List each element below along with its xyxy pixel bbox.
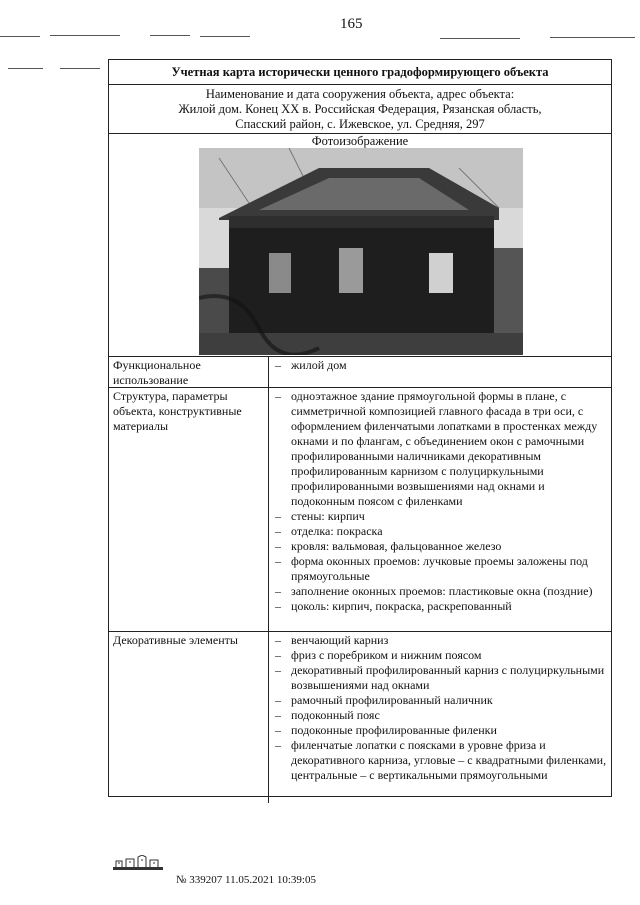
dash: – — [275, 524, 281, 538]
dash: – — [275, 584, 281, 598]
list-item: – филенчатые лопатки с поясками в уровне фриза и декоративного карниза, угловые – с квадратными филенками, центральные – с вертикальными прямоугольными — [275, 738, 607, 782]
doc-number: № 339207 — [176, 874, 223, 886]
dash: – — [275, 554, 281, 568]
doc-datetime: 11.05.2021 10:39:05 — [225, 874, 316, 886]
row-values — [269, 357, 611, 387]
row-structure — [109, 388, 611, 632]
list-item: – заполнение оконных проемов: пластиковые окна (поздние) — [275, 584, 593, 598]
row-functional-use — [109, 357, 611, 388]
list-item: – отделка: покраска — [275, 524, 383, 538]
name-line: Спасский район, с. Ижевское, ул. Средняя, 297 — [235, 117, 485, 131]
card-title: Учетная карта исторически ценного градоформирующего объекта — [109, 60, 611, 85]
list-item: – жилой дом — [275, 358, 347, 372]
dash: – — [275, 633, 281, 647]
list-item: – форма оконных проемов: лучковые проемы заложены под прямоугольные — [275, 554, 588, 583]
name-line: Наименование и дата сооружения объекта, адрес объекта: — [205, 87, 515, 101]
row-decorative-elements — [109, 632, 611, 803]
document-footer — [176, 874, 316, 886]
list-item: – стены: кирпич — [275, 509, 365, 523]
name-line: Жилой дом. Конец XX в. Российская Федерация, Рязанская область, — [178, 102, 542, 116]
dash: – — [275, 723, 281, 737]
row-values — [269, 632, 611, 803]
row-label: Структура, параметры объекта, конструктивные материалы — [109, 388, 269, 631]
house-photo — [199, 148, 523, 355]
object-name-block — [109, 85, 611, 134]
list-item: – рамочный профилированный наличник — [275, 693, 493, 707]
dash: – — [275, 358, 281, 372]
dash: – — [275, 693, 281, 707]
photo-block — [109, 134, 611, 357]
list-item: – цоколь: кирпич, покраска, раскрепованный — [275, 599, 512, 613]
dash: – — [275, 509, 281, 523]
list-item: – декоративный профилированный карниз с полуциркульными возвышениями над окнами — [275, 663, 605, 692]
list-item: – подоконный пояс — [275, 708, 380, 722]
record-card — [108, 59, 612, 797]
list-item: – фриз с поребриком и нижним поясом — [275, 648, 482, 662]
list-item: – кровля: вальмовая, фальцованное железо — [275, 539, 502, 553]
list-item: – одноэтажное здание прямоугольной формы в плане, с симметричной композицией главного фасада в три оси, с оформлением филенчатыми лопатками в простенках между окнами и по флангам, с объединением окон с рамочными профилированными наличниками декоративным профилированным карнизом с полуциркульными профилированными возвышениями над окнами и подоконным поясом с филенками — [275, 389, 598, 508]
registry-logo-icon — [112, 855, 164, 871]
dash: – — [275, 738, 281, 752]
dash: – — [275, 648, 281, 662]
row-label: Декоративные элементы — [109, 632, 269, 803]
dash: – — [275, 708, 281, 722]
dash: – — [275, 389, 281, 403]
list-item: – подоконные профилированные филенки — [275, 723, 497, 737]
row-values — [269, 388, 611, 631]
page-number: 165 — [340, 16, 363, 32]
dash: – — [275, 539, 281, 553]
dash: – — [275, 663, 281, 677]
photo-caption: Фотоизображение — [311, 134, 409, 148]
dash: – — [275, 599, 281, 613]
list-item: – венчающий карниз — [275, 633, 389, 647]
row-label: Функциональное использование — [109, 357, 269, 387]
